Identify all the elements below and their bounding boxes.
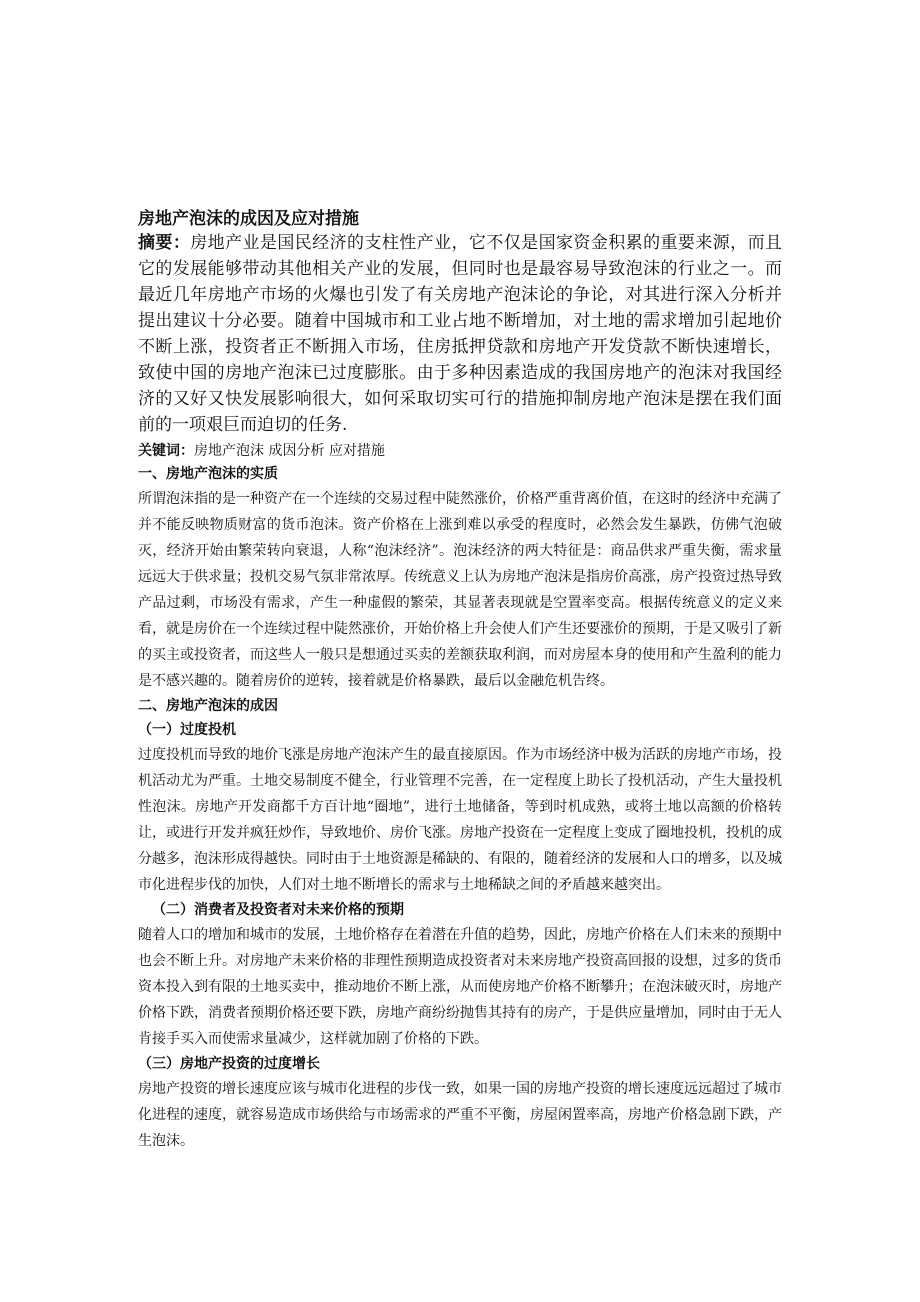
section-1-heading: 一、房地产泡沫的实质 [138, 466, 278, 482]
keywords-label: 关键词： [138, 443, 194, 459]
subsection-2-2-text: 随着人口的增加和城市的发展，土地价格存在着潜在升值的趋势，因此，房地产价格在人们未来的预期中也会不断上升。对房地产未来价格的非理性预期造成投资者对未来房地产投资高回报的设想，过多的货币资本投入到有限的土地买卖中，推动地价不断上涨，从而使房地产价格不断攀升；在泡沫破灭时，房地产价格下跌，消费者预期价格还要下跌，房地产商纷纷抛售其持有的房产，于是供应量增加，同时由于无人肯接手买入而使需求量减少，这样就加剧了价格的下跌。 [138, 927, 782, 1047]
paper-title: 房地产泡沫的成因及应对措施 [138, 209, 359, 229]
subsection-2-3-heading: （三）房地产投资的过度增长 [138, 1056, 320, 1072]
section-2-heading: 二、房地产泡沫的成因 [138, 698, 278, 714]
abstract-label: 摘要： [138, 233, 191, 253]
abstract-text: 房地产业是国民经济的支柱性产业，它不仅是国家资金积累的重要来源，而且它的发展能够带动其他相关产业的发展，但同时也是最容易导致泡沫的行业之一。而最近几年房地产市场的火爆也引发了有关房地产泡沫论的争论，对其进行深入分析并提出建议十分必要。随着中国城市和工业占地不断增加，对土地的需求增加引起地价不断上涨，投资者正不断拥入市场，住房抵押贷款和房地产开发贷款不断快速增长，致使中国的房地产泡沫已过度膨胀。由于多种因素造成的我国房地产的泡沫对我国经济的又好又快发展影响很大，如何采取切实可行的措施抑制房地产泡沫是摆在我们面前的一项艰巨而迫切的任务. [138, 233, 782, 435]
subsection-2-1-heading: （一）过度投机 [138, 722, 236, 738]
section-1-text: 所谓泡沫指的是一种资产在一个连续的交易过程中陡然涨价，价格严重背离价值，在这时的经济中充满了并不能反映物质财富的货币泡沫。资产价格在上涨到难以承受的程度时，必然会发生暴跌，仿佛气泡破灭，经济开始由繁荣转向衰退，人称“泡沫经济”。泡沫经济的两大特征是：商品供求严重失衡，需求量远远大于供求量；投机交易气氛非常浓厚。传统意义上认为房地产泡沫是指房价高涨，房产投资过热导致产品过剩，市场没有需求，产生一种虚假的繁荣，其显著表现就是空置率变高。根据传统意义的定义来看，就是房价在一个连续过程中陡然涨价，开始价格上升会使人们产生还要涨价的预期，于是又吸引了新的买主或投资者，而这些人一般只是想通过买卖的差额获取利润，而对房屋本身的使用和产生盈利的能力是不感兴趣的。随着房价的逆转，接着就是价格暴跌，最后以金融危机告终。 [138, 491, 782, 689]
keywords-text: 房地产泡沫 成因分析 应对措施 [194, 443, 385, 459]
abstract [138, 230, 782, 438]
subsection-2-2-heading: （二）消费者及投资者对未来价格的预期 [152, 902, 404, 918]
subsection-2-3-text: 房地产投资的增长速度应该与城市化进程的步伐一致，如果一国的房地产投资的增长速度远远超过了城市化进程的速度，就容易造成市场供给与市场需求的严重不平衡，房屋闲置率高，房地产价格急剧下跌，产生泡沫。 [138, 1081, 782, 1149]
subsection-2-1-text: 过度投机而导致的地价飞涨是房地产泡沫产生的最直接原因。作为市场经济中极为活跃的房地产市场，投机活动尤为严重。土地交易制度不健全，行业管理不完善，在一定程度上助长了投机活动，产生大量投机性泡沫。房地产开发商都千方百计地“圈地”，进行土地储备，等到时机成熟，或将土地以高额的价格转让，或进行开发并疯狂炒作，导致地价、房价飞涨。房地产投资在一定程度上变成了圈地投机，投机的成分越多，泡沫形成得越快。同时由于土地资源是稀缺的、有限的，随着经济的发展和人口的增多，以及城市化进程步伐的加快，人们对土地不断增长的需求与土地稀缺之间的矛盾越来越突出。 [138, 747, 782, 893]
document-body [138, 208, 782, 1154]
keywords [138, 440, 782, 462]
